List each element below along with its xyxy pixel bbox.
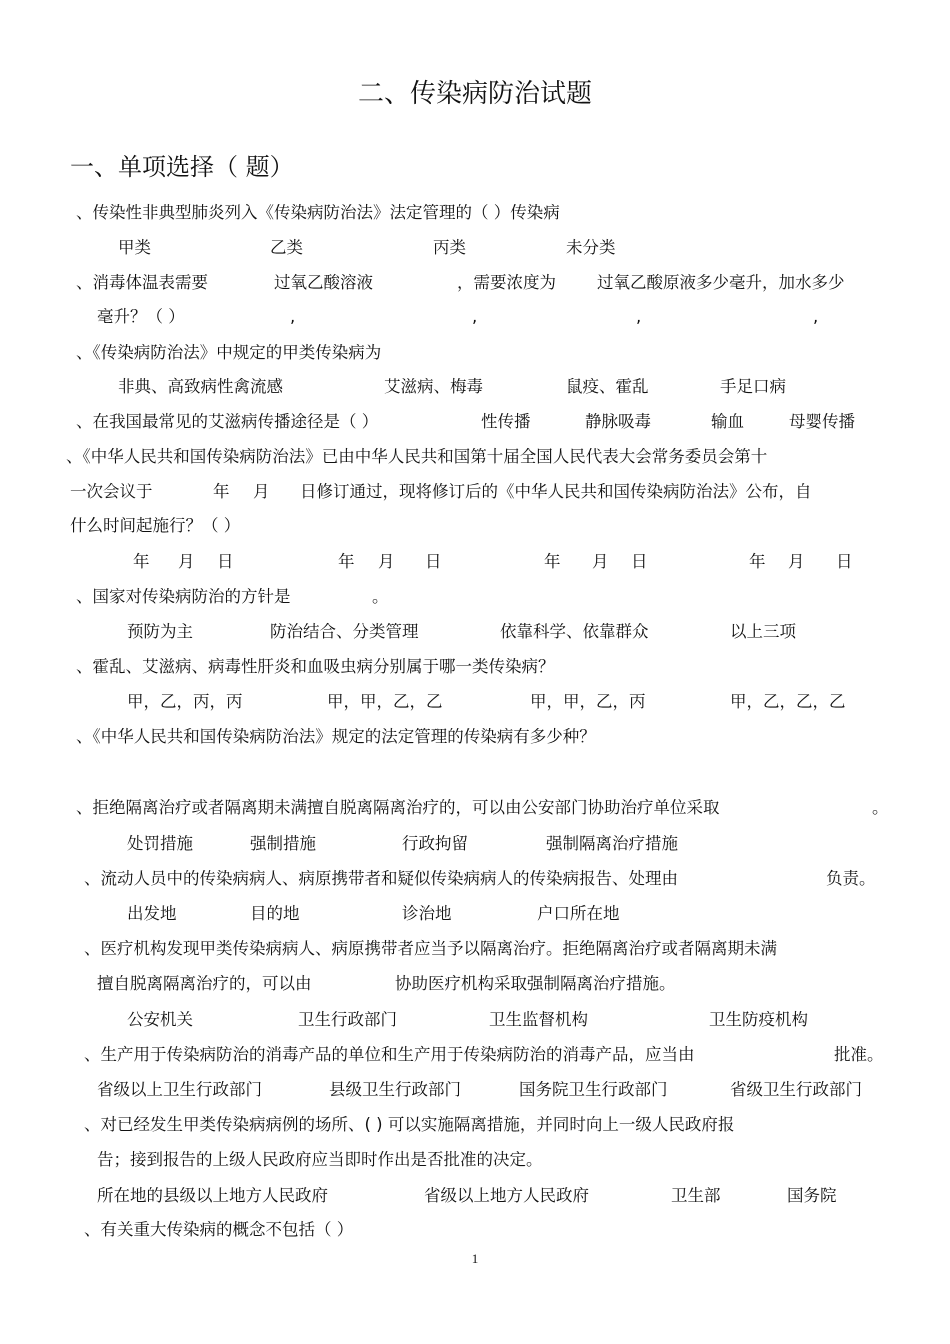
question-10-option-c: 诊治地 <box>402 904 452 923</box>
question-7-stem: 、霍乱、艾滋病、病毒性肝炎和血吸虫病分别属于哪一类传染病？ <box>76 657 555 676</box>
question-6-stem-part-1: 、国家对传染病防治的方针是 <box>76 587 291 606</box>
question-2-stem-part-3: ，需要浓度为 <box>457 273 556 292</box>
question-13-stem-part-1: 、对已经发生甲类传染病病例的场所、( ) 可以实施隔离措施，并同时向上一级人民政府报 <box>84 1115 735 1134</box>
question-13-option-a: 所在地的县级以上地方人民政府 <box>97 1186 328 1205</box>
question-9-option-b: 强制措施 <box>250 834 316 853</box>
question-7-option-a: 甲，乙，丙，丙 <box>127 692 243 711</box>
question-2-stem-part-4: 过氧乙酸原液多少毫升，加水多少 <box>597 273 845 292</box>
question-5-stem-part-2: 一次会议于 <box>70 482 153 501</box>
question-11-option-c: 卫生监督机构 <box>489 1010 588 1029</box>
question-6-option-a: 预防为主 <box>127 622 193 641</box>
question-13-option-c: 卫生部 <box>671 1186 721 1205</box>
question-2-option-a: , <box>290 307 296 326</box>
question-5-stem-part-4: 月 <box>253 482 270 501</box>
question-2-option-c: , <box>636 307 642 326</box>
question-5-option-d-year: 年 <box>749 552 766 571</box>
question-9-option-c: 行政拘留 <box>402 834 468 853</box>
question-2-option-d: , <box>813 307 819 326</box>
question-6-stem-part-2: 。 <box>372 587 389 606</box>
question-5-option-c-month: 月 <box>592 552 609 571</box>
section-heading: 一、单项选择（ 题） <box>70 153 294 181</box>
question-13-stem-part-2: 告；接到报告的上级人民政府应当即时作出是否批准的决定。 <box>97 1150 543 1169</box>
question-3-option-d: 手足口病 <box>720 377 786 396</box>
question-5-option-b-year: 年 <box>338 552 355 571</box>
page-number: 1 <box>471 1251 479 1266</box>
question-5-stem-part-3: 年 <box>213 482 230 501</box>
question-4-option-d: 母婴传播 <box>789 412 855 431</box>
question-10-stem-part-1: 、流动人员中的传染病病人、病原携带者和疑似传染病病人的传染病报告、处理由 <box>84 869 678 888</box>
page-title: 二、传染病防治试题 <box>357 79 592 109</box>
question-4-option-a: 性传播 <box>481 412 531 431</box>
question-11-stem-part-3: 协助医疗机构采取强制隔离治疗措施。 <box>395 974 676 993</box>
question-3-option-a: 非典、高致病性禽流感 <box>118 377 283 396</box>
question-10-option-d: 户口所在地 <box>537 904 620 923</box>
question-12-option-b: 县级卫生行政部门 <box>329 1080 461 1099</box>
question-8-stem: 、《中华人民共和国传染病防治法》规定的法定管理的传染病有多少种？ <box>76 727 596 746</box>
question-3-stem: 、《传染病防治法》中规定的甲类传染病为 <box>76 343 382 362</box>
question-5-option-c-day: 日 <box>631 552 648 571</box>
question-3-option-b: 艾滋病、梅毒 <box>384 377 483 396</box>
question-5-stem-part-5: 日修订通过，现将修订后的《中华人民共和国传染病防治法》公布，自 <box>300 482 812 501</box>
question-1-stem: 、传染性非典型肺炎列入《传染病防治法》法定管理的（ ）传染病 <box>76 203 560 222</box>
question-14-stem: 、有关重大传染病的概念不包括（ ） <box>84 1220 354 1239</box>
question-2-option-b: , <box>472 307 478 326</box>
question-6-option-c: 依靠科学、依靠群众 <box>500 622 649 641</box>
question-4-option-b: 静脉吸毒 <box>585 412 651 431</box>
question-4-stem: 、在我国最常见的艾滋病传播途径是（ ） <box>76 412 379 431</box>
question-6-option-d: 以上三项 <box>730 622 796 641</box>
question-5-option-a-day: 日 <box>217 552 234 571</box>
question-12-stem-part-1: 、生产用于传染病防治的消毒产品的单位和生产用于传染病防治的消毒产品，应当由 <box>84 1045 695 1064</box>
question-1-option-a: 甲类 <box>118 238 151 257</box>
question-5-option-d-day: 日 <box>836 552 853 571</box>
question-5-option-b-day: 日 <box>425 552 442 571</box>
question-10-option-a: 出发地 <box>127 904 177 923</box>
question-5-option-d-month: 月 <box>788 552 805 571</box>
question-2-stem-part-1: 、消毒体温表需要 <box>76 273 208 292</box>
question-5-option-c-year: 年 <box>544 552 561 571</box>
question-7-option-b: 甲，甲，乙，乙 <box>327 692 443 711</box>
question-2-stem-part-2: 过氧乙酸溶液 <box>274 273 373 292</box>
question-1-option-b: 乙类 <box>270 238 303 257</box>
question-11-stem-part-1: 、医疗机构发现甲类传染病病人、病原携带者应当予以隔离治疗。拒绝隔离治疗或者隔离期未满 <box>84 939 777 958</box>
question-9-stem-part-2: 。 <box>872 798 889 817</box>
question-11-option-a: 公安机关 <box>127 1010 193 1029</box>
question-11-option-b: 卫生行政部门 <box>298 1010 397 1029</box>
question-4-option-c: 输血 <box>711 412 744 431</box>
question-13-option-d: 国务院 <box>787 1186 837 1205</box>
question-7-option-c: 甲，甲，乙，丙 <box>530 692 646 711</box>
question-7-option-d: 甲，乙，乙，乙 <box>730 692 846 711</box>
question-12-option-a: 省级以上卫生行政部门 <box>97 1080 262 1099</box>
question-11-stem-part-2: 擅自脱离隔离治疗的，可以由 <box>97 974 312 993</box>
question-13-option-b: 省级以上地方人民政府 <box>424 1186 589 1205</box>
question-10-option-b: 目的地 <box>250 904 300 923</box>
question-9-option-d: 强制隔离治疗措施 <box>546 834 678 853</box>
question-1-option-d: 未分类 <box>566 238 616 257</box>
question-5-stem-part-6: 什么时间起施行？（ ） <box>70 516 241 535</box>
question-5-option-a-month: 月 <box>178 552 195 571</box>
question-9-option-a: 处罚措施 <box>127 834 193 853</box>
question-12-option-c: 国务院卫生行政部门 <box>519 1080 668 1099</box>
question-5-option-a-year: 年 <box>133 552 150 571</box>
question-6-option-b: 防治结合、分类管理 <box>270 622 419 641</box>
question-10-stem-part-2: 负责。 <box>826 869 876 888</box>
question-2-stem-part-5: 毫升？（ ） <box>97 307 185 326</box>
question-9-stem-part-1: 、拒绝隔离治疗或者隔离期未满擅自脱离隔离治疗的，可以由公安部门协助治疗单位采取 <box>76 798 720 817</box>
question-5-stem-part-1: 、《中华人民共和国传染病防治法》已由中华人民共和国第十届全国人民代表大会常务委员会第十 <box>66 447 768 466</box>
question-12-stem-part-2: 批准。 <box>834 1045 884 1064</box>
question-11-option-d: 卫生防疫机构 <box>709 1010 808 1029</box>
question-5-option-b-month: 月 <box>378 552 395 571</box>
question-12-option-d: 省级卫生行政部门 <box>730 1080 862 1099</box>
question-1-option-c: 丙类 <box>433 238 466 257</box>
question-3-option-c: 鼠疫、霍乱 <box>566 377 649 396</box>
